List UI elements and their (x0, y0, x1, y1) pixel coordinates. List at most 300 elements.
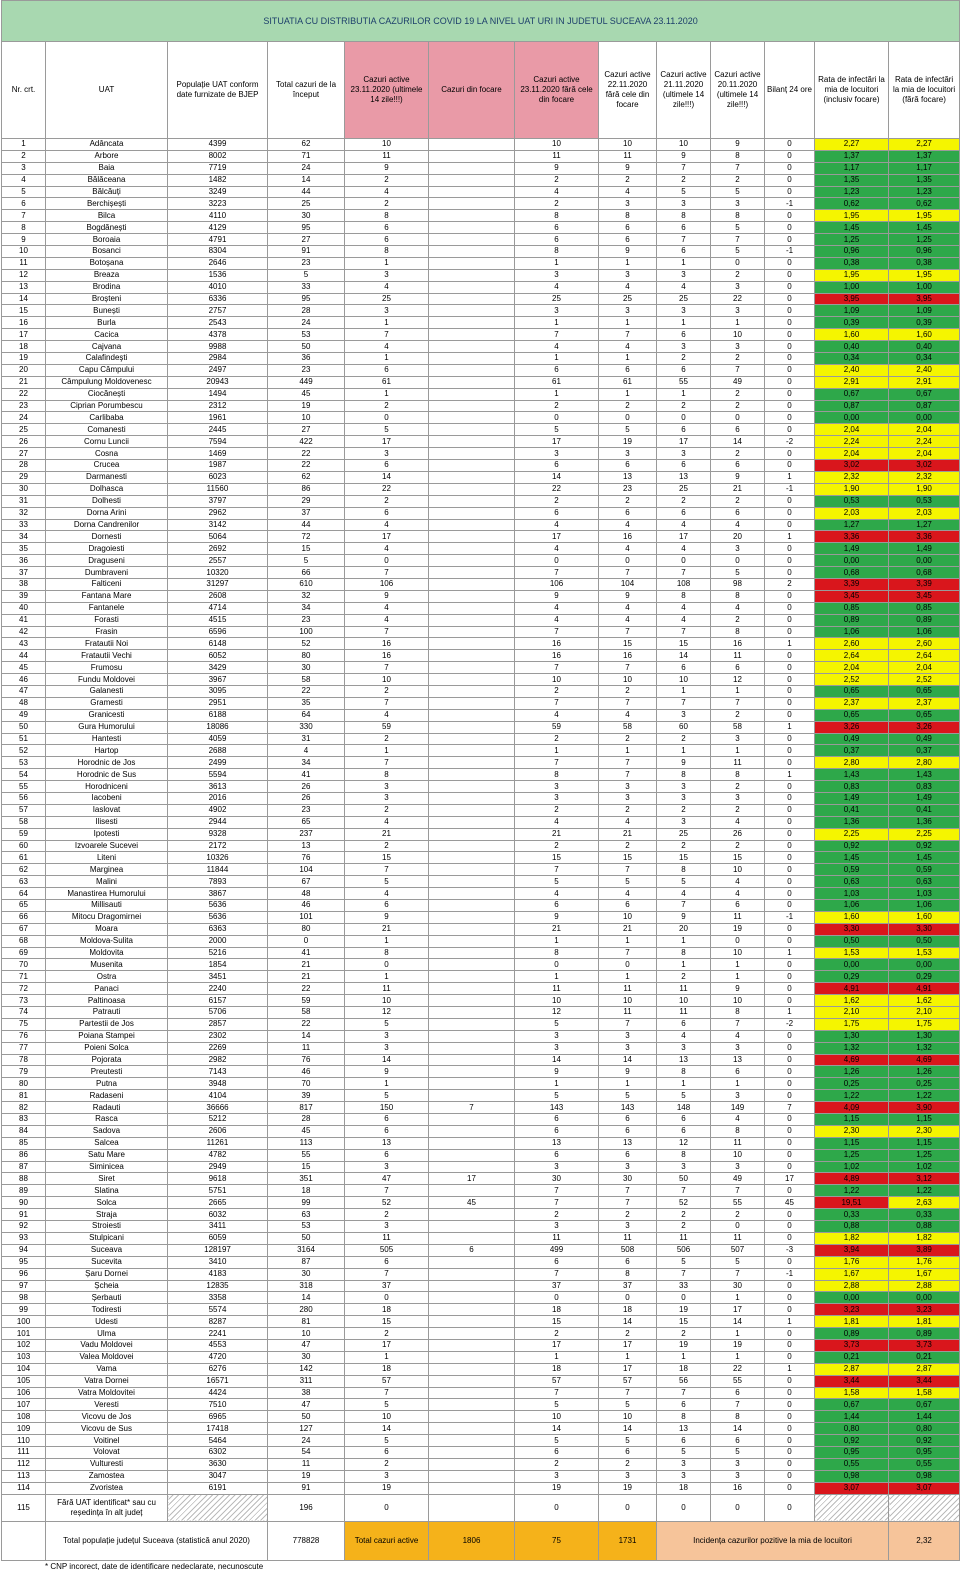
cell-focare (429, 543, 515, 555)
cell-focare (429, 685, 515, 697)
table-row (2, 1458, 960, 1470)
cell-bilant: 1 (765, 471, 815, 483)
table-row (2, 246, 960, 258)
cell-a22: 14 (599, 1423, 657, 1435)
cell-a21: 11 (657, 983, 711, 995)
cell-active-fara: 17 (515, 1339, 599, 1351)
cell-rate-incl: 2,80 (815, 757, 889, 769)
cell-rate-fara: 1,32 (889, 1042, 960, 1054)
cell-rate-incl: 1,90 (815, 483, 889, 495)
cell-total: 64 (268, 709, 345, 721)
cell-active: 6 (345, 900, 429, 912)
cell-active-fara: 7 (515, 864, 599, 876)
cell-total: 45 (268, 1125, 345, 1137)
cell-a21: 17 (657, 531, 711, 543)
cell-a21: 9 (657, 911, 711, 923)
cell-bilant: 0 (765, 174, 815, 186)
cell-rate-fara: 0,49 (889, 733, 960, 745)
table-row (2, 662, 960, 674)
cell-a22: 10 (599, 1411, 657, 1423)
cell-uat: Satu Mare (46, 1149, 168, 1161)
cell-a20: 5 (711, 222, 765, 234)
cell-a22: 10 (599, 674, 657, 686)
cell-rate-fara: 0,65 (889, 685, 960, 697)
cell-nr: 36 (2, 555, 46, 567)
cell-rate-fara: 1,82 (889, 1232, 960, 1244)
cell-nr: 80 (2, 1078, 46, 1090)
cell-a22: 6 (599, 1114, 657, 1126)
cell-pop: 2857 (168, 1018, 268, 1030)
cell-a20: 15 (711, 852, 765, 864)
cell-focare (429, 840, 515, 852)
cell-uat: Poiana Stampei (46, 1030, 168, 1042)
row115-pop-hatch (168, 1494, 268, 1521)
cell-a21: 6 (657, 329, 711, 341)
cell-a22: 0 (599, 412, 657, 424)
cell-rate-fara: 2,91 (889, 376, 960, 388)
header-rate-incl: Rata de infectări la mia de locuitori (inclusiv focare) (815, 42, 889, 139)
cell-active: 3 (345, 1161, 429, 1173)
cell-pop: 2692 (168, 543, 268, 555)
table-row (2, 1137, 960, 1149)
cell-focare (429, 852, 515, 864)
cell-active-fara: 1 (515, 1351, 599, 1363)
table-row (2, 1149, 960, 1161)
cell-rate-fara: 1,95 (889, 210, 960, 222)
cell-pop: 5064 (168, 531, 268, 543)
cell-rate-incl: 1,15 (815, 1114, 889, 1126)
cell-active-fara: 17 (515, 531, 599, 543)
cell-pop: 6032 (168, 1209, 268, 1221)
cell-a21: 7 (657, 1185, 711, 1197)
cell-pop: 7143 (168, 1066, 268, 1078)
cell-total: 330 (268, 721, 345, 733)
cell-pop: 5216 (168, 947, 268, 959)
cell-a20: 6 (711, 507, 765, 519)
cell-bilant: 0 (765, 685, 815, 697)
cell-a21: 7 (657, 234, 711, 246)
cell-a20: 2 (711, 781, 765, 793)
cell-rate-incl: 0,65 (815, 709, 889, 721)
cell-focare (429, 234, 515, 246)
cell-a21: 50 (657, 1173, 711, 1185)
cell-a20: 3 (711, 1161, 765, 1173)
cell-active-fara: 7 (515, 567, 599, 579)
cell-a21: 25 (657, 828, 711, 840)
cell-rate-incl: 1,15 (815, 1137, 889, 1149)
cell-rate-incl: 0,25 (815, 1078, 889, 1090)
header-active: Cazuri active 23.11.2020 (ultimele 14 zile!!!) (345, 42, 429, 139)
cell-a21: 7 (657, 626, 711, 638)
cell-active: 1 (345, 971, 429, 983)
cell-focare (429, 483, 515, 495)
cell-pop: 18086 (168, 721, 268, 733)
cell-total: 46 (268, 1066, 345, 1078)
cell-a20: 0 (711, 257, 765, 269)
table-row (2, 471, 960, 483)
table-row (2, 1411, 960, 1423)
cell-pop: 6052 (168, 650, 268, 662)
cell-active-fara: 5 (515, 1435, 599, 1447)
cell-bilant: 0 (765, 864, 815, 876)
table-row (2, 1280, 960, 1292)
cell-total: 5 (268, 269, 345, 281)
totals-blank (2, 1521, 46, 1560)
cell-bilant: 0 (765, 293, 815, 305)
cell-focare (429, 198, 515, 210)
cell-rate-fara: 1,30 (889, 1030, 960, 1042)
cell-nr: 1 (2, 139, 46, 151)
cell-nr: 61 (2, 852, 46, 864)
cell-a22: 3 (599, 1161, 657, 1173)
cell-focare (429, 923, 515, 935)
cell-bilant: 0 (765, 1458, 815, 1470)
cell-focare (429, 1149, 515, 1161)
cell-a20: 3 (711, 281, 765, 293)
cell-rate-fara: 2,25 (889, 828, 960, 840)
cell-a21: 108 (657, 578, 711, 590)
cell-a22: 0 (599, 959, 657, 971)
cell-bilant: 0 (765, 1161, 815, 1173)
cell-uat: Horodniceni (46, 781, 168, 793)
cell-active-fara: 11 (515, 1232, 599, 1244)
cell-bilant: -2 (765, 436, 815, 448)
cell-pop: 16571 (168, 1375, 268, 1387)
cell-rate-fara: 1,45 (889, 852, 960, 864)
table-row (2, 1090, 960, 1102)
cell-a22: 4 (599, 816, 657, 828)
cell-total: 14 (268, 1030, 345, 1042)
cell-bilant: 0 (765, 400, 815, 412)
cell-nr: 102 (2, 1339, 46, 1351)
cell-nr: 38 (2, 578, 46, 590)
cell-nr: 83 (2, 1114, 46, 1126)
cell-focare (429, 269, 515, 281)
cell-focare (429, 329, 515, 341)
cell-total: 22 (268, 1018, 345, 1030)
cell-a22: 8 (599, 210, 657, 222)
cell-bilant: 0 (765, 1387, 815, 1399)
cell-total: 34 (268, 757, 345, 769)
cell-pop: 2962 (168, 507, 268, 519)
cell-total: 44 (268, 186, 345, 198)
cell-pop: 9988 (168, 341, 268, 353)
cell-focare (429, 864, 515, 876)
cell-a21: 7 (657, 900, 711, 912)
cell-active-fara: 6 (515, 1446, 599, 1458)
cell-a22: 3 (599, 792, 657, 804)
table-row (2, 293, 960, 305)
cell-focare (429, 590, 515, 602)
cell-active-fara: 0 (515, 959, 599, 971)
cell-focare (429, 1054, 515, 1066)
cell-uat: Siminicea (46, 1161, 168, 1173)
cell-a22: 3 (599, 1221, 657, 1233)
cell-active: 6 (345, 1125, 429, 1137)
cell-a21: 4 (657, 1030, 711, 1042)
cell-total: 22 (268, 685, 345, 697)
table-row (2, 804, 960, 816)
cell-total: 113 (268, 1137, 345, 1149)
cell-active-fara: 7 (515, 1197, 599, 1209)
cell-a21: 2 (657, 495, 711, 507)
cell-pop: 2000 (168, 935, 268, 947)
cell-active-fara: 2 (515, 804, 599, 816)
cell-pop: 3967 (168, 674, 268, 686)
cell-nr: 13 (2, 281, 46, 293)
table-row (2, 388, 960, 400)
cell-active: 6 (345, 1446, 429, 1458)
cell-total: 24 (268, 317, 345, 329)
cell-nr: 106 (2, 1387, 46, 1399)
cell-nr: 95 (2, 1256, 46, 1268)
cell-pop: 6336 (168, 293, 268, 305)
table-row (2, 864, 960, 876)
table-row (2, 1399, 960, 1411)
cell-pop: 3249 (168, 186, 268, 198)
cell-nr: 84 (2, 1125, 46, 1137)
cell-focare (429, 1221, 515, 1233)
cell-uat: Vicovu de Sus (46, 1423, 168, 1435)
cell-pop: 8002 (168, 150, 268, 162)
cell-a22: 4 (599, 519, 657, 531)
cell-rate-fara: 0,85 (889, 602, 960, 614)
cell-a20: 2 (711, 840, 765, 852)
cell-a22: 6 (599, 507, 657, 519)
cell-total: 26 (268, 792, 345, 804)
cell-bilant: 2 (765, 578, 815, 590)
cell-active-fara: 22 (515, 483, 599, 495)
cell-bilant: -1 (765, 483, 815, 495)
cell-uat: Frasin (46, 626, 168, 638)
cell-a20: 19 (711, 1339, 765, 1351)
cell-pop: 6059 (168, 1232, 268, 1244)
cell-a22: 21 (599, 923, 657, 935)
cell-bilant: 0 (765, 388, 815, 400)
table-row (2, 1185, 960, 1197)
cell-a21: 3 (657, 198, 711, 210)
totals-focare: 75 (515, 1521, 599, 1560)
cell-bilant: 0 (765, 1090, 815, 1102)
cell-uat: Volovat (46, 1446, 168, 1458)
cell-total: 59 (268, 995, 345, 1007)
cell-active-fara: 9 (515, 590, 599, 602)
cell-bilant: 0 (765, 1304, 815, 1316)
cell-total: 76 (268, 852, 345, 864)
cell-a21: 1 (657, 317, 711, 329)
cell-uat: Șcheia (46, 1280, 168, 1292)
cell-focare (429, 388, 515, 400)
cell-bilant: 0 (765, 792, 815, 804)
cell-a22: 2 (599, 1209, 657, 1221)
table-row (2, 1221, 960, 1233)
cell-total: 449 (268, 376, 345, 388)
cell-nr: 77 (2, 1042, 46, 1054)
cell-pop: 4010 (168, 281, 268, 293)
cell-uat: Ciocănești (46, 388, 168, 400)
cell-pop: 3410 (168, 1256, 268, 1268)
cell-total: 34 (268, 602, 345, 614)
cell-rate-incl: 0,68 (815, 567, 889, 579)
cell-pop: 6191 (168, 1482, 268, 1494)
cell-a22: 3 (599, 1030, 657, 1042)
cell-a20: 55 (711, 1375, 765, 1387)
cell-uat: Straja (46, 1209, 168, 1221)
cell-a22: 1 (599, 317, 657, 329)
cell-active: 3 (345, 448, 429, 460)
cell-nr: 28 (2, 460, 46, 472)
cell-bilant: 0 (765, 1221, 815, 1233)
cell-total: 0 (268, 935, 345, 947)
cell-focare (429, 305, 515, 317)
cell-active-fara: 4 (515, 888, 599, 900)
table-row (2, 222, 960, 234)
cell-a22: 18 (599, 1304, 657, 1316)
cell-bilant: 0 (765, 1114, 815, 1126)
cell-total: 50 (268, 1232, 345, 1244)
cell-a21: 52 (657, 1197, 711, 1209)
cell-total: 610 (268, 578, 345, 590)
cell-uat: Ulma (46, 1328, 168, 1340)
cell-a20: 4 (711, 1030, 765, 1042)
cell-active-fara: 59 (515, 721, 599, 733)
cell-a22: 4 (599, 614, 657, 626)
cell-active-fara: 3 (515, 448, 599, 460)
header-nr: Nr. crt. (2, 42, 46, 139)
cell-rate-fara: 3,02 (889, 460, 960, 472)
cell-active: 2 (345, 685, 429, 697)
cell-nr: 73 (2, 995, 46, 1007)
cell-active: 3 (345, 305, 429, 317)
cell-a20: 6 (711, 460, 765, 472)
cell-rate-fara: 1,26 (889, 1066, 960, 1078)
cell-active-fara: 4 (515, 543, 599, 555)
cell-a21: 3 (657, 305, 711, 317)
cell-pop: 11560 (168, 483, 268, 495)
cell-bilant: 0 (765, 1280, 815, 1292)
cell-uat: Breaza (46, 269, 168, 281)
cell-uat: Brodina (46, 281, 168, 293)
cell-a21: 3 (657, 1470, 711, 1482)
cell-a21: 15 (657, 852, 711, 864)
cell-focare (429, 519, 515, 531)
cell-a20: 16 (711, 638, 765, 650)
cell-active: 6 (345, 460, 429, 472)
cell-pop: 5574 (168, 1304, 268, 1316)
cell-a21: 148 (657, 1102, 711, 1114)
cell-focare (429, 1042, 515, 1054)
cell-focare (429, 1018, 515, 1030)
cell-bilant: 0 (765, 1399, 815, 1411)
cell-a20: 30 (711, 1280, 765, 1292)
table-row (2, 1316, 960, 1328)
cell-pop: 2240 (168, 983, 268, 995)
cell-a20: 17 (711, 1304, 765, 1316)
cell-active: 22 (345, 483, 429, 495)
cell-rate-incl: 1,81 (815, 1316, 889, 1328)
cell-active-fara: 8 (515, 769, 599, 781)
cell-uat: Câmpulung Moldovenesc (46, 376, 168, 388)
cell-active-fara: 6 (515, 234, 599, 246)
cell-a22: 17 (599, 1339, 657, 1351)
cell-rate-incl: 2,30 (815, 1125, 889, 1137)
table-row (2, 1161, 960, 1173)
cell-pop: 8287 (168, 1316, 268, 1328)
cell-active-fara: 3 (515, 269, 599, 281)
cell-active-fara: 0 (515, 412, 599, 424)
cell-bilant: 0 (765, 840, 815, 852)
cell-focare (429, 1363, 515, 1375)
cell-rate-fara: 1,35 (889, 174, 960, 186)
row115-total: 196 (268, 1494, 345, 1521)
table-row (2, 555, 960, 567)
cell-a22: 9 (599, 1066, 657, 1078)
cell-pop: 4399 (168, 139, 268, 151)
cell-rate-fara: 3,26 (889, 721, 960, 733)
cell-active: 10 (345, 995, 429, 1007)
cell-uat: Gramesti (46, 697, 168, 709)
cell-nr: 51 (2, 733, 46, 745)
cell-active: 3 (345, 781, 429, 793)
cell-rate-fara: 0,34 (889, 353, 960, 365)
cell-uat: Moara (46, 923, 168, 935)
cell-a20: 8 (711, 590, 765, 602)
cell-rate-fara: 1,60 (889, 329, 960, 341)
cell-uat: Bunești (46, 305, 168, 317)
cell-a20: 3 (711, 1470, 765, 1482)
table-row (2, 436, 960, 448)
cell-uat: Fantanele (46, 602, 168, 614)
cell-pop: 4424 (168, 1387, 268, 1399)
cell-nr: 39 (2, 590, 46, 602)
cell-bilant: 1 (765, 769, 815, 781)
cell-pop: 36666 (168, 1102, 268, 1114)
cell-a22: 7 (599, 1018, 657, 1030)
cell-bilant: 0 (765, 1375, 815, 1387)
cell-a20: 6 (711, 662, 765, 674)
cell-nr: 78 (2, 1054, 46, 1066)
cell-focare (429, 281, 515, 293)
header-rate-fara: Rata de infectări la mia de locuitori (fără focare) (889, 42, 960, 139)
cell-pop: 31297 (168, 578, 268, 590)
cell-total: 33 (268, 281, 345, 293)
cell-a20: 49 (711, 1173, 765, 1185)
cell-active: 6 (345, 1149, 429, 1161)
cell-bilant: 0 (765, 353, 815, 365)
cell-rate-incl: 0,95 (815, 1446, 889, 1458)
cell-active: 57 (345, 1375, 429, 1387)
cell-focare (429, 364, 515, 376)
cell-active: 9 (345, 911, 429, 923)
header-uat: UAT (46, 42, 168, 139)
cell-rate-fara: 2,88 (889, 1280, 960, 1292)
cell-pop: 6023 (168, 471, 268, 483)
cell-a21: 6 (657, 1399, 711, 1411)
cell-rate-incl: 1,06 (815, 900, 889, 912)
table-row (2, 364, 960, 376)
cell-rate-fara: 1,43 (889, 769, 960, 781)
cell-a20: 2 (711, 1209, 765, 1221)
cell-uat: Baia (46, 162, 168, 174)
header-total: Total cazuri de la început (268, 42, 345, 139)
cell-a22: 3 (599, 781, 657, 793)
cell-a21: 25 (657, 483, 711, 495)
cell-pop: 3411 (168, 1221, 268, 1233)
cell-active-fara: 4 (515, 614, 599, 626)
cell-rate-incl: 1,45 (815, 222, 889, 234)
cell-active-fara: 5 (515, 1090, 599, 1102)
cell-bilant: 0 (765, 460, 815, 472)
